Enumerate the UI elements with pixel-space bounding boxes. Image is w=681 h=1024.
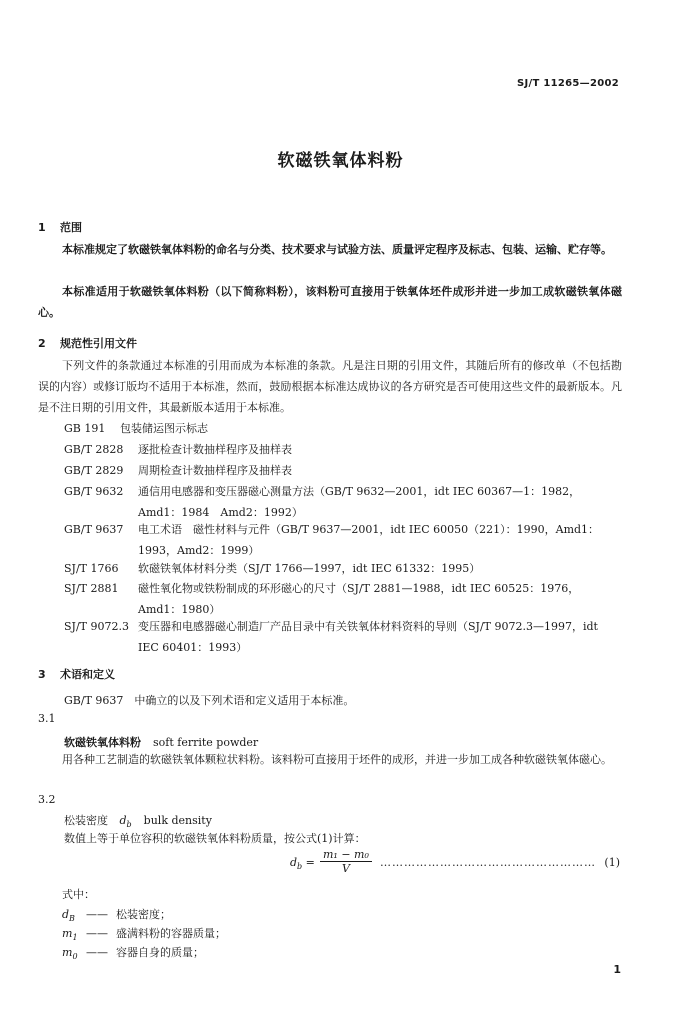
reference-code: SJ/T 2881 [64,582,119,595]
reference-item [64,558,624,579]
reference-code: GB/T 9637 [64,523,124,536]
terms-intro [64,692,354,708]
section-heading-terms [38,666,115,682]
section-title: 规范性引用文件 [60,337,137,350]
term-english: soft ferrite powder [153,736,259,749]
scope-paragraph-1: 本标准规定了软磁铁氧体料粉的命名与分类、技术要求与试验方法、质量评定程序及标志、包装、运输、贮存等。 [62,243,612,256]
reference-title: 电工术语 磁性材料与元件（GB/T 9637—2001，idt IEC 60050（221）：1990，Amd1：1993，Amd2：1999） [138,523,600,557]
symbol-description: 容器自身的质量； [116,946,204,959]
symbol: $m_0$ [62,946,78,962]
formula-number: (1) [604,856,620,869]
reference-item [64,460,624,481]
symbol: $d_B$ [62,908,75,924]
standard-code: SJ/T 11265—2002 [517,78,619,89]
reference-title: 逐批检查计数抽样程序及抽样表 [138,443,292,456]
reference-item [64,418,624,439]
formula-lhs: $d_b$ = [290,856,315,872]
symbol: $m_1$ [62,927,78,943]
refs-intro-paragraph: 下列文件的条款通过本标准的引用而成为本标准的条款。凡是注日期的引用文件，其随后所有的修改单（不包括勘误的内容）或修订版均不适用于本标准，然而，鼓励根据本标准达成协议的各方研究是否可使用这些文件的最新版本。凡是不注日期的引用文件，其最新版本适用于本标准。 [38,359,622,414]
reference-code: SJ/T 1766 [64,562,119,575]
reference-code: GB/T 2828 [64,443,124,456]
section-title: 范围 [60,221,82,234]
reference-title: 磁性氧化物或铁粉制成的环形磁心的尺寸（SJ/T 2881—1988，idt IEC 60525：1976，Amd1：1980） [138,582,580,616]
term-symbol: $d_b$ [119,814,132,830]
reference-title: 变压器和电感器磁心制造厂产品目录中有关铁氧体材料资料的导则（SJ/T 9072.3—1997，idt IEC 60401：1993） [138,620,598,654]
clause-number: 3.1 [38,712,56,725]
section-number: 1 [38,221,46,234]
term-chinese: 软磁铁氧体料粉 [64,736,141,749]
symbol-definition: $m_0$ —— 容器自身的质量； [62,946,204,962]
formula-1 [290,848,620,882]
section-number: 3 [38,668,46,681]
reference-item [64,519,624,561]
term-heading [64,734,258,750]
reference-title: 包装储运图示标志 [120,422,208,435]
section-title: 术语和定义 [60,668,115,681]
formula-denominator: V [341,862,350,875]
section-heading-refs [38,335,137,351]
reference-title: 软磁铁氧体材料分类（SJ/T 1766—1997，idt IEC 61332：1995） [138,562,481,575]
reference-item [64,578,624,620]
symbol-definition: $d_B$ —— 松装密度； [62,908,171,924]
clause-number: 3.2 [38,793,56,806]
term-chinese: 松装密度 [64,814,108,827]
symbol-description: 盛满料粉的容器质量； [116,927,226,940]
document-title: 软磁铁氧体料粉 [277,151,404,171]
scope-paragraph-2: 本标准适用于软磁铁氧体料粉（以下简称料粉），该料粉可直接用于铁氧体坯件成形并进一步加工成软磁铁氧体磁心。 [38,285,622,319]
terms-intro-text: 中确立的以及下列术语和定义适用于本标准。 [134,694,355,707]
term-definition: 数值上等于单位容积的软磁铁氧体料粉质量，按公式(1)计算： [64,832,366,845]
formula-numerator: m₁ − m₀ [320,848,372,862]
symbol-definition: $m_1$ —— 盛满料粉的容器质量； [62,927,226,943]
reference-item [64,616,624,658]
term-definition: 用各种工艺制造的软磁铁氧体颗粒状料粉。该料粉可直接用于坯件的成形，并进一步加工成各种软磁铁氧体磁心。 [62,753,612,766]
reference-title: 周期检查计数抽样程序及抽样表 [138,464,292,477]
reference-title: 通信用电感器和变压器磁心测量方法（GB/T 9632—2001，idt IEC 60367—1：1982，Amd1：1984 Amd2：1992） [138,485,581,519]
symbol-description: 松装密度； [116,908,171,921]
where-label: 式中： [62,888,95,901]
term-english: bulk density [143,814,212,827]
reference-item [64,481,624,523]
reference-code: GB 191 [64,422,106,435]
page-number: 1 [613,963,621,976]
reference-item [64,439,624,460]
term-heading [64,812,212,829]
formula-fraction [320,848,372,875]
reference-code: SJ/T 9072.3 [64,620,129,633]
section-number: 2 [38,337,46,350]
section-heading-scope [38,219,82,235]
terms-intro-code: GB/T 9637 [64,694,124,707]
formula-leader-dots: ……………………………………………… [380,856,596,869]
reference-code: GB/T 2829 [64,464,124,477]
reference-code: GB/T 9632 [64,485,124,498]
